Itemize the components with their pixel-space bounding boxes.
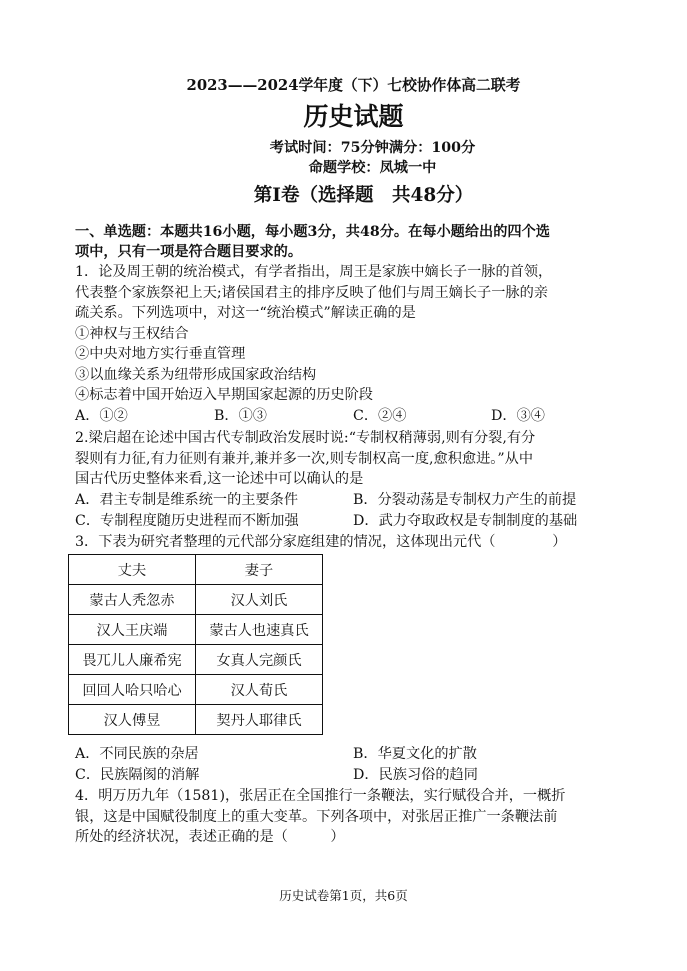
- exam-title: 2023——2024学年度（下）七校协作体高二联考: [186, 77, 521, 94]
- setter-school: 命题学校：凤城一中: [308, 160, 437, 176]
- table-header-row: [69, 555, 323, 585]
- q2-option-b[interactable]: B．分裂动荡是专制权力产生的前提: [353, 492, 577, 508]
- q2-stem-line2: 裂则有力征,有力征则有兼并,兼并多一次,则专制权高一度,愈积愈进。”从中: [75, 451, 534, 467]
- marriage-table: [68, 554, 323, 735]
- volume-heading: 第Ⅰ卷（选择题 共48分）: [253, 185, 474, 206]
- q1-option-a[interactable]: A．①②: [75, 408, 128, 424]
- q3-option-d[interactable]: D．民族习俗的趋同: [353, 767, 478, 783]
- table-cell: 契丹人耶律氏: [196, 705, 323, 735]
- table-row: [69, 645, 323, 675]
- section-instructions-line2: 项中，只有一项是符合题目要求的。: [75, 244, 303, 260]
- q1-item-4: ④标志着中国开始迈入早期国家起源的历史阶段: [75, 387, 373, 403]
- q4-stem-line3: 所处的经济状况，表述正确的是（ ）: [75, 829, 345, 845]
- table-cell: 蒙古人秃忽赤: [69, 585, 196, 615]
- q1-item-1: ①神权与王权结合: [75, 326, 189, 342]
- table-header-wife: 妻子: [196, 555, 323, 585]
- table-cell: 蒙古人也速真氏: [196, 615, 323, 645]
- table-row: [69, 675, 323, 705]
- q4-stem-line2: 银，这是中国赋役制度上的重大变革。下列各项中，对张居正推广一条鞭法前: [75, 809, 558, 825]
- q1-stem-line2: 代表整个家族祭祀上天;诸侯国君主的排序反映了他们与周王嫡长子一脉的亲: [75, 285, 548, 301]
- q3-stem-line1: 3．下表为研究者整理的元代部分家庭组建的情况，这体现出元代（ ）: [75, 534, 567, 550]
- q2-option-c[interactable]: C．专制程度随历史进程而不断加强: [75, 513, 299, 529]
- exam-time: 考试时间：75分钟满分：100分: [269, 140, 476, 156]
- table-cell: 回回人哈只哈心: [69, 675, 196, 705]
- q1-item-3: ③以血缘关系为纽带形成国家政治结构: [75, 367, 317, 383]
- q1-option-c[interactable]: C．②④: [353, 408, 407, 424]
- section-instructions-line1: 一、单选题：本题共16小题，每小题3分，共48分。在每小题给出的四个选: [75, 224, 550, 240]
- q1-option-b[interactable]: B．①③: [214, 408, 267, 424]
- q2-option-d[interactable]: D．武力夺取政权是专制制度的基础: [353, 513, 578, 529]
- table-cell: 汉人王庆端: [69, 615, 196, 645]
- q3-option-b[interactable]: B．华夏文化的扩散: [353, 746, 477, 762]
- page-footer: 历史试卷第1页，共6页: [279, 888, 408, 903]
- q1-stem-line1: 1．论及周王朝的统治模式，有学者指出，周王是家族中嫡长子一脉的首领，: [75, 264, 553, 280]
- table-header-husband: 丈夫: [69, 555, 196, 585]
- table-cell: 畏兀儿人廉希宪: [69, 645, 196, 675]
- q1-item-2: ②中央对地方实行垂直管理: [75, 346, 246, 362]
- table-cell: 女真人完颜氏: [196, 645, 323, 675]
- q2-stem-line3: 国古代历史整体来看,这一论述中可以确认的是: [75, 471, 364, 487]
- table-row: [69, 705, 323, 735]
- q1-stem-line3: 疏关系。下列选项中，对这一“统治模式”解读正确的是: [75, 305, 416, 321]
- table-cell: 汉人傅昱: [69, 705, 196, 735]
- q2-stem-line1: 2.梁启超在论述中国古代专制政治发展时说:“专制权稍薄弱,则有分裂,有分: [75, 430, 536, 446]
- table-cell: 汉人刘氏: [196, 585, 323, 615]
- q3-option-c[interactable]: C．民族隔阂的消解: [75, 767, 200, 783]
- q2-option-a[interactable]: A．君主专制是维系统一的主要条件: [75, 492, 299, 508]
- table-cell: 汉人荀氏: [196, 675, 323, 705]
- q3-option-a[interactable]: A．不同民族的杂居: [75, 746, 199, 762]
- table-row: [69, 615, 323, 645]
- subject-title: 历史试题: [303, 102, 404, 131]
- q1-option-d[interactable]: D．③④: [491, 408, 545, 424]
- q4-stem-line1: 4．明万历九年（1581)，张居正在全国推行一条鞭法，实行赋役合并，一概折: [75, 788, 566, 804]
- table-row: [69, 585, 323, 615]
